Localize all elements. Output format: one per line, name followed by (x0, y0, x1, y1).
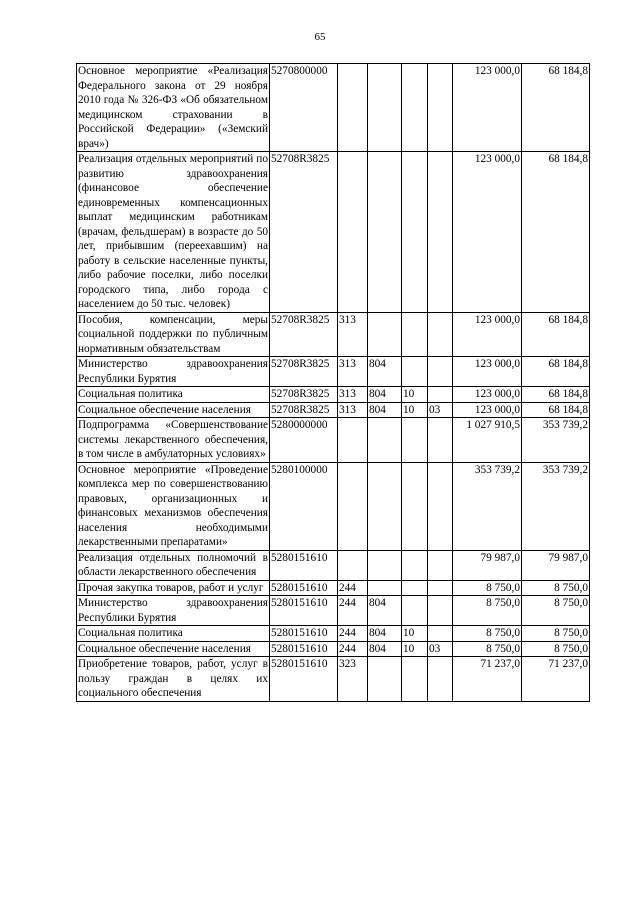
subsection-cell (428, 550, 453, 580)
subsection-cell (428, 152, 453, 313)
expense-type-cell (338, 550, 368, 580)
table-row (77, 402, 590, 418)
amount-executed-cell: 353 739,2 (522, 418, 590, 463)
amount-planned-cell: 8 750,0 (453, 626, 522, 642)
row-name-cell: Социальное обеспечение населения (77, 641, 270, 657)
amount-executed-cell: 68 184,8 (522, 64, 590, 152)
amount-executed-cell: 68 184,8 (522, 312, 590, 357)
subsection-cell (428, 462, 453, 550)
expense-type-cell (338, 462, 368, 550)
section-cell (402, 418, 428, 463)
administrator-cell: 804 (368, 641, 402, 657)
row-name-cell: Министерство здравоохранения Республики Бурятия (78, 358, 268, 385)
table-row (77, 357, 590, 387)
subsection-cell (428, 626, 453, 642)
table-row (77, 387, 590, 403)
section-cell (402, 550, 428, 580)
subsection-cell (428, 64, 453, 152)
table-row (77, 641, 590, 657)
target-code-cell: 5280151610 (270, 550, 338, 580)
budget-table (76, 63, 590, 702)
administrator-cell: 804 (368, 357, 402, 387)
amount-executed-cell: 8 750,0 (522, 641, 590, 657)
row-name-cell: Реализация отдельных мероприятий по развитию здравоохранения (финансовое обеспечение единовременных компенсационных выплат медицинским работникам (врачам, фельдшерам) в возрасте до 50 лет, прибывшим (переехавшим) на работу в сельские населенные пункты, либо рабочие поселки, либо поселки городского типа, либо города с населением до 50 тыс. человек) (78, 153, 268, 310)
expense-type-cell: 244 (338, 641, 368, 657)
expense-type-cell: 313 (338, 402, 368, 418)
table-row (77, 580, 590, 596)
row-name-cell: Подпрограмма «Совершенствование системы лекарственного обеспечения, в том числе в амбулаторных условиях» (78, 419, 268, 460)
amount-executed-cell: 68 184,8 (522, 402, 590, 418)
amount-planned-cell: 123 000,0 (453, 64, 522, 152)
section-cell (402, 580, 428, 596)
amount-planned-cell: 71 237,0 (453, 657, 522, 702)
administrator-cell (368, 312, 402, 357)
row-name-cell: Социальное обеспечение населения (77, 402, 270, 418)
target-code-cell: 5280151610 (270, 657, 338, 702)
amount-executed-cell: 353 739,2 (522, 462, 590, 550)
expense-type-cell (338, 152, 368, 313)
administrator-cell (368, 550, 402, 580)
target-code-cell: 52708R3825 (270, 387, 338, 403)
target-code-cell: 52708R3825 (270, 152, 338, 313)
amount-planned-cell: 123 000,0 (453, 402, 522, 418)
row-name-cell: Приобретение товаров, работ, услуг в пользу граждан в целях их социального обеспечения (78, 658, 268, 699)
target-code-cell: 52708R3825 (270, 312, 338, 357)
section-cell (402, 657, 428, 702)
table-body (77, 64, 590, 702)
amount-executed-cell: 8 750,0 (522, 626, 590, 642)
table-row (77, 626, 590, 642)
subsection-cell (428, 580, 453, 596)
amount-planned-cell: 79 987,0 (453, 550, 522, 580)
table-row (77, 462, 590, 550)
subsection-cell (428, 596, 453, 626)
table-row (77, 64, 590, 152)
target-code-cell: 5280151610 (270, 580, 338, 596)
table-row (77, 596, 590, 626)
table-row (77, 550, 590, 580)
amount-executed-cell: 8 750,0 (522, 580, 590, 596)
expense-type-cell: 244 (338, 580, 368, 596)
section-cell (402, 64, 428, 152)
administrator-cell (368, 657, 402, 702)
target-code-cell: 5280100000 (270, 462, 338, 550)
row-name-cell: Социальная политика (77, 626, 270, 642)
subsection-cell (428, 387, 453, 403)
table-row (77, 657, 590, 702)
subsection-cell: 03 (428, 641, 453, 657)
table-row (77, 152, 590, 313)
subsection-cell: 03 (428, 402, 453, 418)
row-name-cell: Реализация отдельных полномочий в области лекарственного обеспечения (78, 551, 268, 578)
amount-planned-cell: 8 750,0 (453, 596, 522, 626)
administrator-cell: 804 (368, 402, 402, 418)
amount-planned-cell: 123 000,0 (453, 387, 522, 403)
section-cell (402, 312, 428, 357)
row-name-cell: Основное мероприятие «Проведение комплекса мер по совершенствованию правовых, организационных и финансовых механизмов обеспечения населения необходимыми лекарственными препаратами» (78, 463, 268, 548)
expense-type-cell: 244 (338, 626, 368, 642)
amount-executed-cell: 8 750,0 (522, 596, 590, 626)
expense-type-cell: 244 (338, 596, 368, 626)
expense-type-cell (338, 418, 368, 463)
row-name-cell: Основное мероприятие «Реализация Федерального закона от 29 ноября 2010 года № 326-ФЗ «Об обязательном медицинском страховании в Российской Федерации» («Земский врач») (78, 65, 268, 150)
row-name-cell: Пособия, компенсации, меры социальной поддержки по публичным нормативным обязательствам (78, 313, 268, 355)
expense-type-cell: 323 (338, 657, 368, 702)
amount-executed-cell: 71 237,0 (522, 657, 590, 702)
administrator-cell: 804 (368, 626, 402, 642)
expense-type-cell: 313 (338, 357, 368, 387)
amount-planned-cell: 1 027 910,5 (453, 418, 522, 463)
section-cell: 10 (402, 387, 428, 403)
expense-type-cell (338, 64, 368, 152)
target-code-cell: 5280151610 (270, 626, 338, 642)
row-name-cell: Социальная политика (77, 387, 270, 403)
page-number: 65 (314, 31, 326, 43)
section-cell: 10 (402, 641, 428, 657)
subsection-cell (428, 312, 453, 357)
amount-planned-cell: 123 000,0 (453, 312, 522, 357)
administrator-cell (368, 418, 402, 463)
target-code-cell: 5270800000 (270, 64, 338, 152)
subsection-cell (428, 657, 453, 702)
administrator-cell (368, 152, 402, 313)
target-code-cell: 5280000000 (270, 418, 338, 463)
section-cell: 10 (402, 402, 428, 418)
row-name-cell: Министерство здравоохранения Республики Бурятия (78, 597, 268, 624)
expense-type-cell: 313 (338, 312, 368, 357)
amount-planned-cell: 353 739,2 (453, 462, 522, 550)
row-name-cell: Прочая закупка товаров, работ и услуг (77, 580, 270, 596)
amount-planned-cell: 123 000,0 (453, 357, 522, 387)
administrator-cell: 804 (368, 596, 402, 626)
section-cell (402, 462, 428, 550)
administrator-cell: 804 (368, 387, 402, 403)
subsection-cell (428, 418, 453, 463)
target-code-cell: 52708R3825 (270, 357, 338, 387)
expense-type-cell: 313 (338, 387, 368, 403)
table-row (77, 312, 590, 357)
subsection-cell (428, 357, 453, 387)
amount-planned-cell: 8 750,0 (453, 580, 522, 596)
amount-planned-cell: 123 000,0 (453, 152, 522, 313)
table-row (77, 418, 590, 463)
administrator-cell (368, 580, 402, 596)
target-code-cell: 52708R3825 (270, 402, 338, 418)
target-code-cell: 5280151610 (270, 641, 338, 657)
amount-planned-cell: 8 750,0 (453, 641, 522, 657)
section-cell (402, 152, 428, 313)
amount-executed-cell: 68 184,8 (522, 387, 590, 403)
section-cell (402, 596, 428, 626)
target-code-cell: 5280151610 (270, 596, 338, 626)
administrator-cell (368, 462, 402, 550)
section-cell: 10 (402, 626, 428, 642)
amount-executed-cell: 79 987,0 (522, 550, 590, 580)
section-cell (402, 357, 428, 387)
amount-executed-cell: 68 184,8 (522, 152, 590, 313)
administrator-cell (368, 64, 402, 152)
amount-executed-cell: 68 184,8 (522, 357, 590, 387)
